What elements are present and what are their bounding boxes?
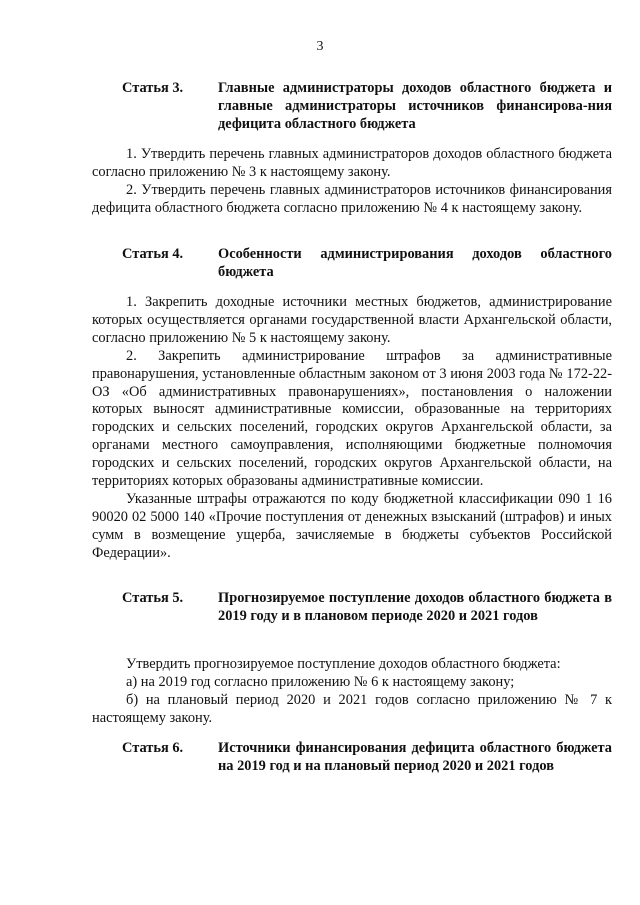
list-item: а) на 2019 год согласно приложению № 6 к настоящему закону; — [126, 673, 515, 690]
article-4-heading — [92, 246, 612, 282]
article-number: Статья 4. — [122, 246, 184, 262]
article-5-body — [92, 656, 612, 728]
article-title: Источники финансирования дефицита областного бюджета на 2019 год и на плановый период 2020 и 2021 годов — [218, 740, 612, 774]
page-number: 3 — [316, 39, 324, 54]
article-title: Главные администраторы доходов областного бюджета и главные администраторы источников финансирова-ния дефицита областного бюджета — [218, 80, 612, 132]
article-5-heading — [92, 590, 612, 626]
paragraph: Утвердить прогнозируемое поступление доходов областного бюджета: — [126, 656, 561, 672]
article-number: Статья 3. — [122, 80, 184, 96]
list-item: б) на плановый период 2020 и 2021 годов согласно приложению № 7 к настоящему закону. — [92, 691, 612, 726]
article-title: Прогнозируемое поступление доходов областного бюджета в 2019 году и в плановом периоде 2020 и 2021 годов — [218, 590, 612, 624]
article-title: Особенности администрирования доходов областного бюджета — [218, 246, 612, 280]
paragraph: 1. Закрепить доходные источники местных бюджетов, администрирование которых осуществляется органами государственной власти Архангельской области, согласно приложению № 5 к настоящему закону. — [92, 294, 612, 346]
article-3-body — [92, 146, 612, 218]
paragraph: Указанные штрафы отражаются по коду бюджетной классификации 090 1 16 90020 02 5000 140 «Прочие поступления от денежных взысканий (штрафов) и иных сумм в возмещение ущерба, зачисляемые в бюджеты субъектов Российской Федерации». — [92, 490, 612, 561]
article-number: Статья 5. — [122, 590, 184, 606]
article-3-heading — [92, 80, 612, 134]
paragraph: 2. Закрепить администрирование штрафов за административные правонарушения, установленные областным законом от 3 июня 2003 года № 172-22-ОЗ «Об административных правонарушениях», постановления о наложении которых выносят административные комиссии, образованные на территориях городских и сельских поселений, городских округов Архангельской области, за органами местного самоуправления, исполняющими бюджетные полномочия городских и сельских поселений, городских округов Архангельской области, на территориях которых образованы административные комиссии. — [92, 347, 612, 490]
paragraph: 2. Утвердить перечень главных администраторов источников финансирования дефицита областного бюджета согласно приложению № 4 к настоящему закону. — [92, 181, 612, 216]
article-6-heading — [92, 740, 612, 776]
article-number: Статья 6. — [122, 740, 184, 756]
paragraph: 1. Утвердить перечень главных администраторов доходов областного бюджета согласно приложению № 3 к настоящему закону. — [92, 146, 612, 180]
article-4-body — [92, 294, 612, 563]
